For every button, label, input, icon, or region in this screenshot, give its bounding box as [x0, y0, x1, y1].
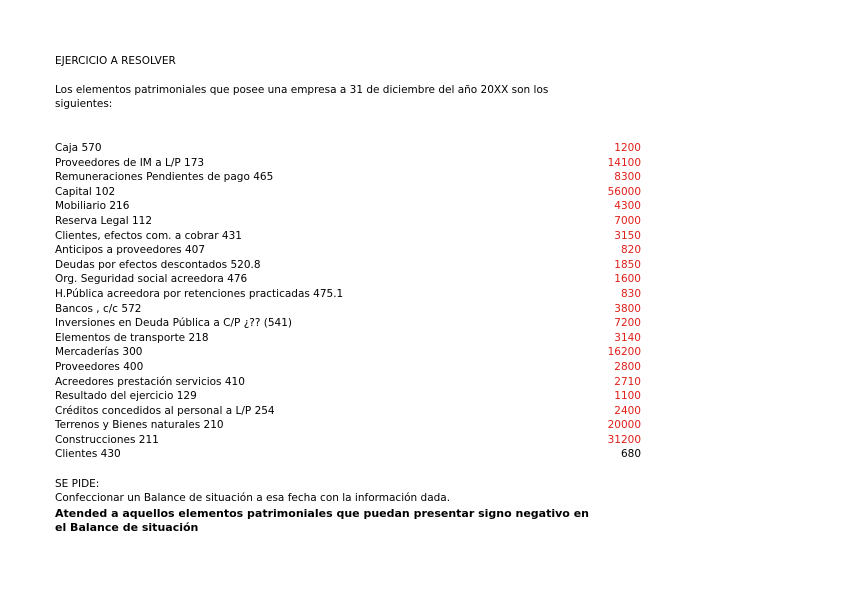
item-value: 3140 [614, 331, 641, 344]
item-value: 1100 [614, 390, 641, 403]
exercise-intro: Los elementos patrimoniales que posee una empresa a 31 de diciembre del año 20XX son los siguientes: [55, 84, 549, 110]
list-item [55, 214, 645, 229]
item-label: Reserva Legal 112 [55, 214, 153, 227]
list-item [55, 404, 645, 419]
item-label: Acreedores prestación servicios 410 [55, 375, 245, 388]
item-label: Mobiliario 216 [55, 200, 130, 213]
items-list [55, 141, 645, 462]
item-label: Construcciones 211 [55, 433, 159, 446]
item-label: Inversiones en Deuda Pública a C/P ¿?? (541) [55, 317, 293, 330]
item-value: 7200 [614, 317, 641, 330]
item-value: 3150 [614, 229, 641, 242]
item-value: 16200 [607, 346, 641, 359]
item-value: 7000 [614, 214, 641, 227]
item-value: 8300 [614, 171, 641, 184]
item-label: Deudas por efectos descontados 520.8 [55, 258, 261, 271]
list-item [55, 243, 645, 258]
list-item [55, 272, 645, 287]
list-item [55, 141, 645, 156]
item-value: 830 [620, 287, 641, 300]
item-label: Org. Seguridad social acreedora 476 [55, 273, 248, 286]
list-item [55, 287, 645, 302]
item-label: Elementos de transporte 218 [55, 331, 209, 344]
list-item [55, 156, 645, 171]
item-label: Proveedores 400 [55, 360, 144, 373]
list-item [55, 389, 645, 404]
item-value: 2710 [614, 375, 641, 388]
se-pide-heading: SE PIDE: [55, 478, 100, 490]
item-value: 680 [620, 448, 641, 461]
list-item [55, 229, 645, 244]
list-item [55, 360, 645, 375]
list-item [55, 375, 645, 390]
item-label: Terrenos y Bienes naturales 210 [55, 419, 224, 432]
list-item [55, 345, 645, 360]
item-label: Anticipos a proveedores 407 [55, 244, 206, 257]
item-label: Caja 570 [55, 142, 102, 154]
item-label: Clientes 430 [55, 448, 121, 461]
item-label: Resultado del ejercicio 129 [55, 390, 197, 403]
item-label: Créditos concedidos al personal a L/P 254 [55, 404, 275, 417]
list-item [55, 316, 645, 331]
item-value: 56000 [607, 185, 641, 198]
item-value: 4300 [614, 200, 641, 213]
item-value: 1200 [614, 142, 641, 154]
item-label: Capital 102 [55, 185, 116, 198]
item-value: 820 [620, 244, 641, 257]
item-value: 2400 [614, 404, 641, 417]
item-value: 31200 [607, 433, 641, 446]
item-label: Proveedores de IM a L/P 173 [55, 156, 205, 169]
item-value: 1850 [614, 258, 641, 271]
item-label: H.Pública acreedora por retenciones practicadas 475.1 [55, 287, 344, 300]
item-label: Bancos , c/c 572 [55, 302, 142, 315]
list-item [55, 331, 645, 346]
item-value: 14100 [607, 156, 641, 169]
item-label: Clientes, efectos com. a cobrar 431 [55, 229, 242, 242]
list-item [55, 302, 645, 317]
item-value: 1600 [614, 273, 641, 286]
list-item [55, 258, 645, 273]
item-label: Mercaderías 300 [55, 346, 143, 359]
item-label: Remuneraciones Pendientes de pago 465 [55, 171, 274, 184]
list-item [55, 447, 645, 462]
list-item [55, 185, 645, 200]
task-text: Confeccionar un Balance de situación a esa fecha con la información dada. [55, 492, 451, 504]
exercise-title: EJERCICIO A RESOLVER [55, 55, 176, 67]
list-item [55, 433, 645, 448]
item-value: 20000 [607, 419, 641, 432]
list-item [55, 418, 645, 433]
list-item [55, 170, 645, 185]
item-value: 3800 [614, 302, 641, 315]
list-item [55, 199, 645, 214]
note-text: Atended a aquellos elementos patrimoniales que puedan presentar signo negativo en el Balance de situación [55, 507, 589, 534]
item-value: 2800 [614, 360, 641, 373]
